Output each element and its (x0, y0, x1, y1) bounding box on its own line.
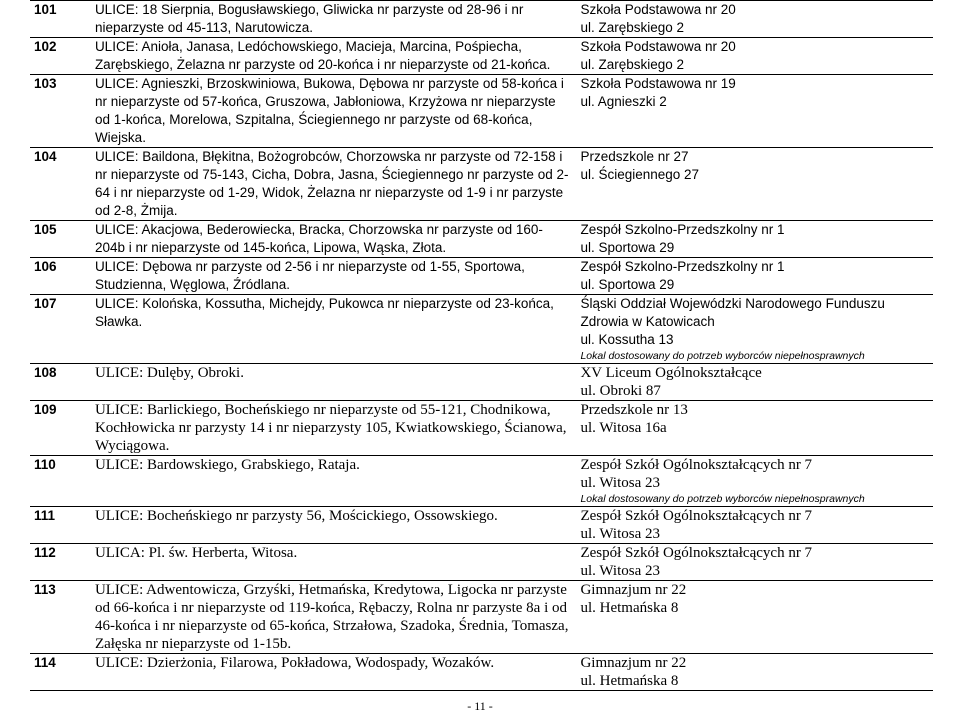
district-row (30, 544, 933, 581)
district-number: 112 (30, 544, 91, 581)
district-row (30, 221, 933, 258)
district-number: 113 (30, 581, 91, 654)
polling-station (576, 654, 933, 691)
district-streets: ULICE: Adwentowicza, Grzyśki, Hetmańska, Kredytowa, Ligocka nr parzyste od 66-końca i nr nieparzyste od 119-końca, Rębaczy, Rolna nr parzyste 8a i od 46-końca i nr nieparzyste od 65-końca, Strzałowa, Szadoka, Średnia, Tomasza, Załęska nr nieparzyste od 1-15b. (91, 581, 577, 654)
district-number: 101 (30, 1, 91, 38)
station-address: ul. Zarębskiego 2 (580, 20, 685, 35)
district-row (30, 581, 933, 654)
district-streets: ULICE: Bocheńskiego nr parzysty 56, Mościckiego, Ossowskiego. (91, 507, 577, 544)
district-number: 106 (30, 258, 91, 295)
district-row (30, 654, 933, 691)
station-address: ul. Zarębskiego 2 (580, 57, 685, 72)
station-address: ul. Sportowa 29 (580, 240, 675, 255)
polling-station (576, 221, 933, 258)
district-row (30, 456, 933, 507)
district-streets: ULICE: Bardowskiego, Grabskiego, Rataja. (91, 456, 577, 507)
station-name: Zespół Szkolno-Przedszkolny nr 1 (580, 222, 785, 237)
polling-station (576, 38, 933, 75)
polling-station (576, 258, 933, 295)
station-address: ul. Kossutha 13 (580, 332, 674, 347)
district-row (30, 295, 933, 364)
polling-station (576, 75, 933, 148)
district-streets: ULICE: Dębowa nr parzyste od 2-56 i nr nieparzyste od 1-55, Sportowa, Studzienna, Węglowa, Źródlana. (91, 258, 577, 295)
page-number: - 11 - (467, 699, 493, 713)
station-address: ul. Obroki 87 (580, 383, 661, 399)
accessibility-note: Lokal dostosowany do potrzeb wyborców niepełnosprawnych (580, 350, 865, 362)
polling-station (576, 1, 933, 38)
station-name: Szkoła Podstawowa nr 19 (580, 76, 736, 91)
polling-station (576, 295, 933, 364)
district-row (30, 148, 933, 221)
district-number: 102 (30, 38, 91, 75)
district-streets: ULICE: Barlickiego, Bocheńskiego nr nieparzyste od 55-121, Chodnikowa, Kochłowicka nr parzysty 14 i nr nieparzysty 105, Kwiatkowskiego, Ścianowa, Wyciągowa. (91, 401, 577, 456)
district-streets: ULICE: Baildona, Błękitna, Bożogrobców, Chorzowska nr parzyste od 72-158 i nr nieparzyste od 75-143, Cicha, Dobra, Jasna, Ściegiennego nr parzyste od 2-64 i nr nieparzyste od 1-29, Widok, Żelazna nr nieparzyste od 1-9 i nr parzyste od 2-8, Żmija. (91, 148, 577, 221)
polling-station (576, 581, 933, 654)
polling-station (576, 544, 933, 581)
polling-station (576, 507, 933, 544)
document-page (30, 0, 933, 691)
district-streets: ULICE: Agnieszki, Brzoskwiniowa, Bukowa, Dębowa nr parzyste od 58-końca i nr nieparzyste od 57-końca, Gruszowa, Jabłoniowa, Krzyżowa nr nieparzyste od 1-końca, Morelowa, Szpitalna, Ściegiennego nr parzyste od 68-końca, Wiejska. (91, 75, 577, 148)
station-address: ul. Witosa 23 (580, 563, 660, 579)
polling-districts-table (30, 0, 933, 691)
station-address: ul. Witosa 23 (580, 475, 660, 491)
station-address: ul. Witosa 16a (580, 420, 667, 436)
polling-station (576, 148, 933, 221)
district-number: 107 (30, 295, 91, 364)
station-name: XV Liceum Ogólnokształcące (580, 365, 762, 381)
polling-station (576, 456, 933, 507)
station-name: Przedszkole nr 13 (580, 402, 688, 418)
district-row (30, 364, 933, 401)
accessibility-note: Lokal dostosowany do potrzeb wyborców niepełnosprawnych (580, 493, 865, 505)
station-address: ul. Hetmańska 8 (580, 673, 679, 689)
district-row (30, 258, 933, 295)
district-streets: ULICE: Dulęby, Obroki. (91, 364, 577, 401)
station-address: ul. Witosa 23 (580, 526, 660, 542)
district-number: 114 (30, 654, 91, 691)
station-address: ul. Agnieszki 2 (580, 94, 667, 109)
polling-station (576, 364, 933, 401)
district-streets: ULICE: Kolońska, Kossutha, Michejdy, Pukowca nr nieparzyste od 23-końca, Sławka. (91, 295, 577, 364)
district-streets: ULICE: Anioła, Janasa, Ledóchowskiego, Macieja, Marcina, Pośpiecha, Zarębskiego, Żelazna nr parzyste od 20-końca i nr nieparzyste od 21-końca. (91, 38, 577, 75)
station-name: Zespół Szkolno-Przedszkolny nr 1 (580, 259, 785, 274)
station-name: Gimnazjum nr 22 (580, 655, 687, 671)
district-number: 111 (30, 507, 91, 544)
district-streets: ULICE: 18 Sierpnia, Bogusławskiego, Gliwicka nr parzyste od 28-96 i nr nieparzyste od 45-113, Narutowicza. (91, 1, 577, 38)
district-number: 104 (30, 148, 91, 221)
district-row (30, 1, 933, 38)
district-row (30, 75, 933, 148)
station-address: ul. Ściegiennego 27 (580, 167, 700, 182)
station-name: Śląski Oddział Wojewódzki Narodowego Funduszu Zdrowia w Katowicach (580, 296, 885, 329)
district-streets: ULICA: Pl. św. Herberta, Witosa. (91, 544, 577, 581)
district-row (30, 401, 933, 456)
district-number: 105 (30, 221, 91, 258)
district-row (30, 38, 933, 75)
station-name: Przedszkole nr 27 (580, 149, 689, 164)
district-number: 110 (30, 456, 91, 507)
district-streets: ULICE: Dzierżonia, Filarowa, Pokładowa, Wodospady, Wozaków. (91, 654, 577, 691)
station-name: Szkoła Podstawowa nr 20 (580, 2, 736, 17)
station-name: Gimnazjum nr 22 (580, 582, 687, 598)
district-row (30, 507, 933, 544)
station-name: Szkoła Podstawowa nr 20 (580, 39, 736, 54)
station-address: ul. Sportowa 29 (580, 277, 675, 292)
district-number: 103 (30, 75, 91, 148)
district-number: 109 (30, 401, 91, 456)
station-name: Zespół Szkół Ogólnokształcących nr 7 (580, 457, 813, 473)
district-number: 108 (30, 364, 91, 401)
station-name: Zespół Szkół Ogólnokształcących nr 7 (580, 545, 813, 561)
polling-station (576, 401, 933, 456)
district-streets: ULICE: Akacjowa, Bederowiecka, Bracka, Chorzowska nr parzyste od 160-204b i nr nieparzyste od 145-końca, Lipowa, Wąska, Złota. (91, 221, 577, 258)
station-name: Zespół Szkół Ogólnokształcących nr 7 (580, 508, 813, 524)
station-address: ul. Hetmańska 8 (580, 600, 679, 616)
